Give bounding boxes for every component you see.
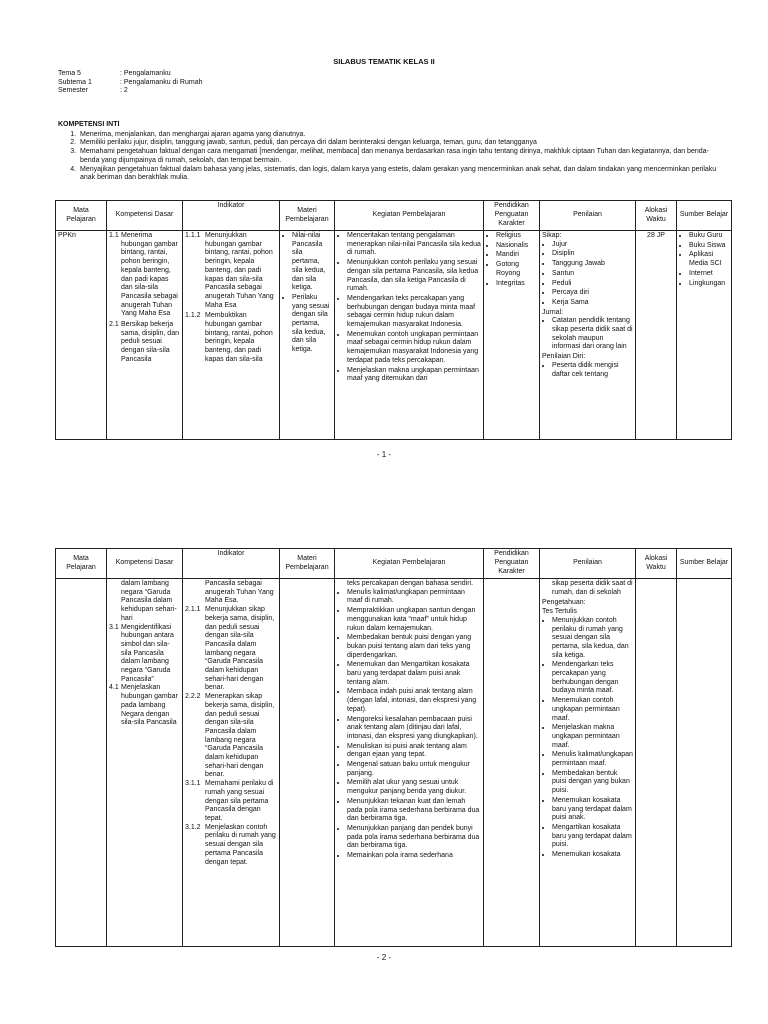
ki-item: 4. Menyajikan pengetahuan faktual dalam bahasa yang jelas, sistematis, dan logis, dalam karya yang estetis, dalam gerakan yang mencerminkan anak sehat, dan dalam tindakan yang mencerminkan perilaku anak beriman dan berakhlak mulia. — [78, 166, 718, 183]
list-item: • Membaca indah puisi anak tentang alam (dengan lafal, intonasi, dan ekspresi yang tepat). — [347, 688, 481, 714]
cell-penilaian — [540, 231, 636, 440]
page-2 — [0, 500, 768, 1024]
cell-indikator — [183, 231, 280, 440]
indikator-item — [185, 780, 277, 824]
kd-text: Menjelaskan hubungan gambar pada lambang Negara dengan sila-sila Pancasila — [121, 684, 178, 727]
list-item: • Menunjukkan contoh perilaku di rumah yang sesuai dengan sila pertama, sila kedua, dan sila ketiga. — [552, 617, 633, 661]
materi-list — [282, 232, 332, 355]
indikator-item — [185, 693, 277, 780]
list-item: • Menemukan kosakata — [552, 851, 633, 860]
kegiatan-list — [337, 589, 481, 861]
header-indikator: Indikator — [183, 201, 280, 231]
ki-heading: KOMPETENSI INTI — [58, 121, 120, 128]
page-number: - 1 - — [376, 450, 392, 459]
list-item: • Gotong Royong — [496, 261, 537, 278]
penilaian-diri-label: Penilaian Diri: — [542, 353, 586, 361]
cell-kd — [107, 579, 183, 947]
list-item: • Mengoreksi kesalahan pembacaan puisi anak tentang alam (ditinjau dari lafal, intonasi, dan ekspresi yang diungkapkan). — [347, 716, 481, 742]
kd-item — [109, 232, 180, 319]
cell-karakter — [484, 579, 540, 947]
list-item: • Jujur — [552, 241, 633, 250]
list-item: • Nilai-nilai Pancasila sila pertama, sila kedua, dan sila ketiga. — [292, 232, 332, 293]
kd-number: 3.1 — [109, 623, 119, 631]
header-kegiatan: Kegiatan Pembelajaran — [335, 549, 484, 579]
sikap-label: Sikap: — [542, 232, 562, 239]
kd-number: 1.1 — [109, 232, 119, 239]
header-alokasi: Alokasi Waktu — [636, 201, 677, 231]
meta-label: Tema 5 — [58, 70, 81, 77]
list-item: • Menunjukkan contoh perilaku yang sesuai dengan sila pertama Pancasila, sila kedua Pancasila, dan sila ketiga Pancasila di rumah. — [347, 259, 481, 294]
header-karakter: Pendidikan Penguatan Karakter — [484, 201, 540, 231]
list-item: • Catatan pendidik tentang sikap peserta didik saat di sekolah maupun informasi dari orang lain — [552, 317, 633, 352]
list-item: • Menjelaskan makna ungkapan permintaan maaf yang ditemukan dari — [347, 367, 481, 384]
header-sumber: Sumber Belajar — [677, 201, 732, 231]
indikator-number: 3.1.2 — [185, 823, 201, 831]
list-item: • Menceritakan tentang pengalaman menerapkan nilai-nilai Pancasila sila kedua di rumah. — [347, 232, 481, 258]
indikator-text: Memahami perilaku di rumah yang sesuai dengan sila pertama Pancasila dengan tepat. — [205, 780, 274, 822]
header-kd: Kompetensi Dasar — [107, 549, 183, 579]
table-header-row — [56, 549, 732, 579]
list-item: • Mandiri — [496, 251, 537, 260]
indikator-text: Membuktikan hubungan gambar bintang, rantai, pohon beringin, kepala banteng, dan padi kapas dan sila-sila — [205, 312, 273, 363]
kd-text: Mengidentifikasi hubungan antara simbol dan sila-sila Pancasila dalam lambang negara “Garuda Pancasila” — [121, 623, 174, 683]
meta-label: Semester — [58, 87, 88, 94]
kd-number: 2.1 — [109, 321, 119, 329]
indikator-continued: Pancasila sebagai anugerah Tuhan Yang Maha Esa. — [205, 580, 274, 605]
header-mapel: Mata Pelajaran — [56, 201, 107, 231]
indikator-number: 1.1.2 — [185, 312, 201, 320]
meta-tema — [58, 70, 203, 79]
page-1 — [0, 0, 768, 480]
list-item: • Menuliskan isi puisi anak tentang alam dengan ejaan yang tepat. — [347, 743, 481, 760]
ki-item: 3. Memahami pengetahuan faktual dengan cara mengamati [mendengar, melihat, membaca] dan menanya berdasarkan rasa ingin tahu tentang dirinya, makhluk ciptaan Tuhan dan kegiatannya, dan benda-benda yang dijumpainya di rumah, sekolah, dan tempat bermain. — [78, 148, 718, 165]
cell-materi — [280, 231, 335, 440]
syllabus-table-page-1 — [55, 200, 732, 440]
list-item: • Integritas — [496, 280, 537, 289]
cell-mapel — [56, 579, 107, 947]
list-item: • Buku Siswa — [689, 242, 729, 251]
list-item: • Menulis kalimat/ungkapan permintaan maaf di rumah. — [347, 589, 481, 606]
kd-item — [109, 321, 180, 365]
list-item: • Menulis kalimat/ungkapan permintaan maaf. — [552, 751, 633, 768]
meta-value: : Pengalamanku di Rumah — [120, 78, 203, 86]
list-item: • Membedakan bentuk puisi dengan yang bukan puisi. — [552, 770, 633, 796]
kd-item — [109, 684, 180, 728]
list-item: • Mendengarkan teks percakapan yang berhubungan dengan budaya minta maaf sebagai cermin hidup rukun dalam kemajemukan masyarakat Indonesia. — [347, 295, 481, 330]
penilaian-continued: sikap peserta didik saat di rumah, dan di sekolah — [552, 580, 633, 596]
meta-semester — [58, 87, 203, 96]
kegiatan-list — [337, 232, 481, 384]
list-item: • Menemukan contoh ungkapan permintaan maaf sebagai cermin hidup rukun dalam kemajemukan masyarakat Indonesia yang terdapat pada teks percakapan. — [347, 331, 481, 366]
header-karakter: Pendidikan Penguatan Karakter — [484, 549, 540, 579]
meta-label: Subtema 1 — [58, 78, 92, 86]
list-item: • Nasionalis — [496, 242, 537, 251]
cell-mapel: PPKn — [56, 231, 107, 440]
list-item: • Mempraktikkan ungkapan santun dengan menggunakan kata “maaf” untuk hidup rukun dalam kemajemukan. — [347, 607, 481, 633]
indikator-text: Menjelaskan contoh perilaku di rumah yang sesuai dengan sila pertama Pancasila dengan tepat. — [205, 823, 276, 866]
sumber-list — [679, 232, 729, 288]
cell-indikator — [183, 579, 280, 947]
document-title: SILABUS TEMATIK KELAS II — [333, 57, 435, 66]
list-item: • Disiplin — [552, 250, 633, 259]
syllabus-table-page-2 — [55, 548, 732, 947]
indikator-number: 3.1.1 — [185, 780, 201, 788]
list-item: • Percaya diri — [552, 289, 633, 298]
header-sumber: Sumber Belajar — [677, 549, 732, 579]
list-item: • Aplikasi Media SCI — [689, 251, 729, 268]
list-item: • Menemukan kosakata baru yang terdapat dalam puisi anak. — [552, 797, 633, 823]
indikator-number: 2.1.1 — [185, 606, 201, 614]
list-item: • Kerja Sama — [552, 299, 633, 308]
list-item: • Buku Guru — [689, 232, 729, 241]
table-row — [56, 231, 732, 440]
header-kegiatan: Kegiatan Pembelajaran — [335, 201, 484, 231]
indikator-number: 1.1.1 — [185, 232, 201, 239]
list-item: • Menemukan contoh ungkapan permintaan maaf. — [552, 697, 633, 723]
list-item: • Menemukan dan Mengartikan kosakata baru yang terdapat dalam puisi anak tentang alam. — [347, 661, 481, 687]
meta-value: : Pengalamanku — [120, 70, 171, 77]
sikap-list — [542, 241, 633, 308]
cell-kegiatan — [335, 231, 484, 440]
karakter-list — [486, 232, 537, 288]
header-indikator: Indikator — [183, 549, 280, 579]
header-materi: Materi Pembelajaran — [280, 549, 335, 579]
cell-sumber — [677, 579, 732, 947]
list-item: • Peduli — [552, 280, 633, 289]
list-item: • Menjelaskan makna ungkapan permintaan maaf. — [552, 724, 633, 750]
list-item: • Lingkungan — [689, 280, 729, 289]
kd-text: Menerima hubungan gambar bintang, rantai, pohon beringin, kepala banteng, dan padi kapas dan sila-sila Pancasila sebagai anugerah Tuhan Yang Maha Esa — [121, 232, 178, 318]
kd-item — [109, 624, 180, 685]
list-item: • Membedakan bentuk puisi dengan yang bukan puisi tentang alam dari teks yang diperdengarkan. — [347, 634, 481, 660]
list-item: • Mengartikan kosakata baru yang terdapat dalam puisi. — [552, 824, 633, 850]
jurnal-label: Jurnal: — [542, 308, 564, 316]
kegiatan-continued: teks percakapan dengan bahasa sendiri. — [347, 580, 474, 587]
cell-alokasi: 28 JP — [636, 231, 677, 440]
list-item: • Peserta didik mengisi daftar cek tentang — [552, 362, 633, 379]
cell-sumber — [677, 231, 732, 440]
list-item: • Perilaku yang sesuai dengan sila pertama, sila kedua, dan sila ketiga. — [292, 294, 332, 355]
cell-karakter — [484, 231, 540, 440]
indikator-item — [185, 232, 277, 310]
list-item: • Religius — [496, 232, 537, 241]
table-row — [56, 579, 732, 947]
document-meta — [58, 70, 203, 96]
meta-subtema — [58, 79, 203, 88]
ki-list — [58, 131, 718, 183]
list-item: • Menunjukkan tekanan kuat dan lemah pada pola irama sederhana berbirama dua dan berbirama tiga. — [347, 798, 481, 824]
table-header-row — [56, 201, 732, 231]
list-item: • Menunjukkan panjang dan pendek bunyi pada pola irama sederhana berbirama dua dan berbirama tiga. — [347, 825, 481, 851]
ki-item: 2. Memiliki perilaku jujur, disiplin, tanggung jawab, santun, peduli, dan percaya diri dalam berinteraksi dengan keluarga, teman, guru, dan tetangganya — [78, 139, 718, 148]
header-penilaian: Penilaian — [540, 201, 636, 231]
header-mapel: Mata Pelajaran — [56, 549, 107, 579]
list-item: • Internet — [689, 270, 729, 279]
list-item: • Memilih alat ukur yang sesuai untuk mengukur panjang benda yang diukur. — [347, 779, 481, 796]
list-item: • Santun — [552, 270, 633, 279]
list-item: • Mengenal satuan baku untuk mengukur panjang. — [347, 761, 481, 778]
cell-kd — [107, 231, 183, 440]
tes-list — [542, 617, 633, 860]
list-item: • Mendengarkan teks percakapan yang berhubungan dengan budaya minta maaf. — [552, 661, 633, 696]
indikator-number: 2.2.2 — [185, 693, 201, 701]
list-item: • Tanggung Jawab — [552, 260, 633, 269]
indikator-text: Menunjukkan sikap bekerja sama, disiplin, dan peduli sesuai dengan sila-sila Pancasila dalam lambang negara “Garuda Pancasila dalam kehidupan sehari-hari dengan benar. — [205, 606, 275, 692]
list-item: • Memainkan pola irama sederhana — [347, 852, 481, 861]
header-penilaian: Penilaian — [540, 549, 636, 579]
indikator-text: Menunjukkan hubungan gambar bintang, rantai, pohon beringin, kepala banteng, dan padi kapas dan sila-sila Pancasila sebagai anugerah Tuhan Yang Maha Esa — [205, 232, 274, 309]
cell-penilaian — [540, 579, 636, 947]
penilaian-diri-list — [542, 362, 633, 379]
kd-continued: dalam lambang negara “Garuda Pancasila dalam kehidupan sehari-hari — [121, 580, 177, 622]
pengetahuan-label: Pengetahuan: — [542, 599, 586, 607]
indikator-item — [185, 824, 277, 868]
cell-materi — [280, 579, 335, 947]
indikator-item — [185, 606, 277, 693]
kd-number: 4.1 — [109, 684, 119, 692]
indikator-item — [185, 312, 277, 364]
meta-value: : 2 — [120, 87, 128, 94]
tes-tertulis-label: Tes Tertulis — [542, 608, 577, 616]
header-kd: Kompetensi Dasar — [107, 201, 183, 231]
jurnal-list — [542, 317, 633, 352]
ki-item: 1. Menerima, menjalankan, dan menghargai ajaran agama yang dianutnya. — [78, 131, 718, 140]
page-number: - 2 - — [376, 953, 392, 962]
cell-kegiatan — [335, 579, 484, 947]
cell-alokasi — [636, 579, 677, 947]
header-alokasi: Alokasi Waktu — [636, 549, 677, 579]
kompetensi-inti — [58, 121, 718, 183]
kd-text: Bersikap bekerja sama, disiplin, dan peduli sesuai dengan sila-sila Pancasila — [121, 321, 179, 363]
header-materi: Materi Pembelajaran — [280, 201, 335, 231]
indikator-text: Menerapkan sikap bekerja sama, disiplin, dan peduli sesuai dengan sila-sila Pancasila dalam lambang negara “Garuda Pancasila dalam kehidupan sehari-hari dengan benar. — [205, 693, 275, 779]
